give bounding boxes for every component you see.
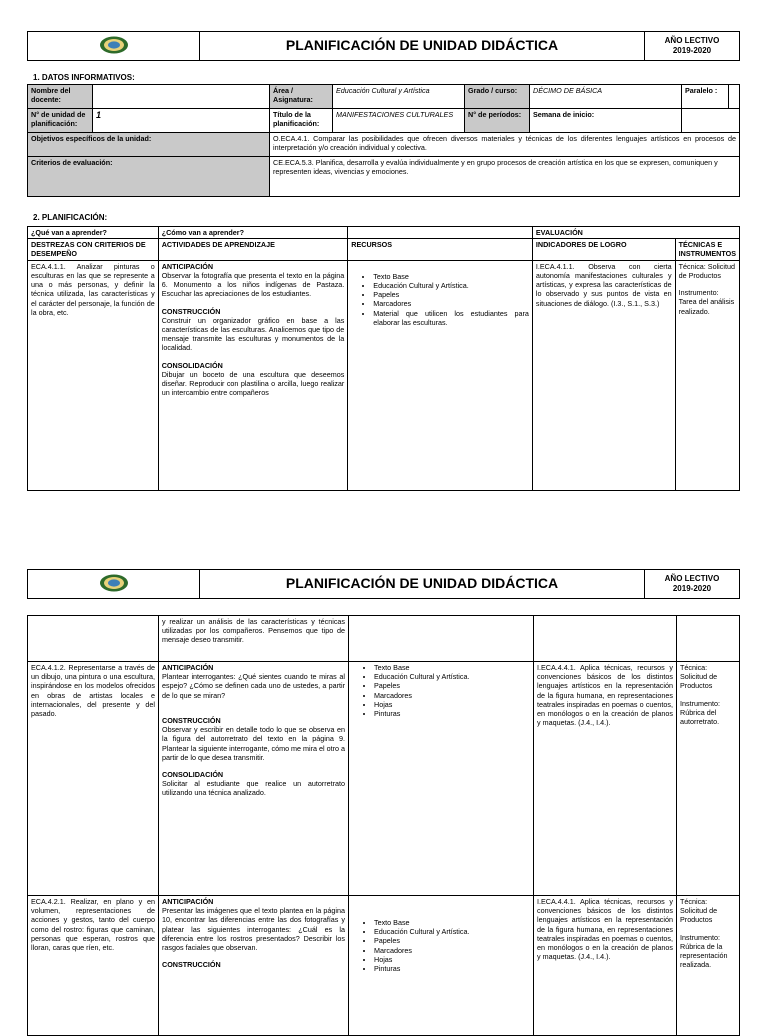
title-label: Título de la planificación: bbox=[270, 109, 333, 133]
grade-value: DÉCIMO DE BÁSICA bbox=[530, 85, 682, 109]
list-item: • Texto Base bbox=[373, 272, 529, 281]
anticipacion-label: ANTICIPACIÓN bbox=[161, 261, 214, 271]
construccion-label: CONSTRUCCIÓN bbox=[161, 306, 221, 316]
anticipacion-text: Plantear interrogantes: ¿Qué sientes cuando te miras al espejo? ¿Cómo se definen cada uno de ustedes, a partir de lo que se miran? bbox=[162, 672, 345, 700]
unit-label: N° de unidad de planificación: bbox=[28, 109, 93, 133]
activities-cell bbox=[158, 260, 348, 490]
activities-continued: y realizar un análisis de las características y técnicas utilizadas por los compañeros. Pensemos que tipo de mensaje deseo transmitir. bbox=[159, 616, 349, 662]
list-item: • Papeles bbox=[374, 936, 530, 945]
techniques-cell bbox=[675, 260, 739, 490]
techniques-cell bbox=[677, 896, 740, 1036]
col-indicators-header: INDICADORES DE LOGRO bbox=[532, 239, 675, 260]
year-value: 2019-2020 bbox=[672, 584, 712, 593]
criteria-label: Criterios de evaluación: bbox=[28, 157, 270, 197]
list-item: • Texto Base bbox=[374, 663, 530, 672]
anticipacion-label: ANTICIPACIÓN bbox=[162, 663, 214, 672]
resources-cell bbox=[349, 662, 534, 896]
col-eval-header: EVALUACIÓN bbox=[532, 227, 739, 239]
parallel-value bbox=[728, 85, 739, 109]
construccion-text: Construir un organizador gráfico en base a las características de las esculturas. Analicemos que tipo de mensaje transmite las esculturas y monumentos de la localidad. bbox=[161, 315, 345, 353]
grade-label: Grado / curso: bbox=[465, 85, 530, 109]
anticipacion-text: Presentar las imágenes que el texto plantea en la página 10, encontrar las diferencias entre las dos fotografías y platear las siguientes interrogantes: ¿Cuál es la diferencia entre los rostros presentados? Describir los rasgos faciales que observan. bbox=[162, 906, 345, 953]
list-item: • Marcadores bbox=[374, 691, 530, 700]
parallel-label: Paralelo : bbox=[681, 85, 728, 109]
section1-heading: 1. DATOS INFORMATIVOS: bbox=[33, 73, 135, 82]
list-item: • Texto Base bbox=[374, 918, 530, 927]
construccion-label: CONSTRUCCIÓN bbox=[162, 715, 221, 725]
skill-cell: ECA.4.2.1. Realizar, en plano y en volumen, representaciones de acciones y gestos, tanto del cuerpo como del rostro: figuras que caminan, personas que esperan, rostros que lloran, caras que ríen, etc. bbox=[28, 896, 159, 1036]
instrument-text: Instrumento: Rúbrica de la representación realizada. bbox=[680, 932, 728, 970]
anticipacion-label: ANTICIPACIÓN bbox=[162, 897, 214, 906]
teacher-label: Nombre del docente: bbox=[28, 85, 93, 109]
criteria-value: CE.ECA.5.3. Planifica, desarrolla y evalúa individualmente y en grupo procesos de creación artística en los que se expresen, comuniquen y representen ideas, vivencias y emociones. bbox=[270, 157, 740, 197]
periods-label: N° de períodos: bbox=[465, 109, 530, 133]
resources-list bbox=[352, 663, 530, 718]
title-value: MANIFESTACIONES CULTURALES bbox=[333, 109, 465, 133]
list-item: • Hojas bbox=[374, 700, 530, 709]
col-how-header: ¿Cómo van a aprender? bbox=[158, 227, 348, 239]
area-label: Área / Asignatura: bbox=[270, 85, 333, 109]
technique-text: Técnica: Solicitud de Productos bbox=[680, 663, 718, 691]
technique-text: Técnica: Solicitud de Productos bbox=[678, 261, 735, 280]
list-item: • Marcadores bbox=[374, 946, 530, 955]
instrument-text: Instrumento: Tarea del análisis realizado. bbox=[678, 288, 735, 316]
list-item: • Pinturas bbox=[374, 964, 530, 973]
unit-value: 1 bbox=[93, 109, 270, 133]
resources-cell bbox=[348, 260, 533, 490]
teacher-value bbox=[93, 85, 270, 109]
consolidacion-text: Dibujar un boceto de una escultura que deseemos diseñar. Reproducir con plastilina o arcilla, luego realizar un intercambio entre compañeros bbox=[161, 369, 345, 398]
instrument-text: Instrumento: Rúbrica del autorretrato. bbox=[680, 698, 720, 727]
list-item: • Educación Cultural y Artística. bbox=[374, 672, 530, 681]
list-item: • Educación Cultural y Artística. bbox=[373, 281, 529, 290]
activities-cell bbox=[159, 896, 349, 1036]
week-label: Semana de inicio: bbox=[530, 109, 682, 133]
year-label: AÑO LECTIVO bbox=[664, 573, 720, 583]
consolidacion-label: CONSOLIDACIÓN bbox=[162, 769, 224, 779]
section2-heading: 2. PLANIFICACIÓN: bbox=[33, 213, 108, 222]
col-techniques-header: TÉCNICAS E INSTRUMENTOS bbox=[675, 239, 739, 260]
construccion-label: CONSTRUCCIÓN bbox=[162, 960, 221, 970]
skill-cell: ECA.4.1.2. Representarse a través de un dibujo, una pintura o una escultura, inspirándose en los modelos ofrecidos en obras de artistas locales e internacionales, del presente y del pasado. bbox=[28, 662, 159, 896]
page2-header bbox=[27, 569, 740, 599]
year-value: 2019-2020 bbox=[672, 46, 712, 55]
objectives-label: Objetivos específicos de la unidad: bbox=[28, 133, 270, 157]
document-title: PLANIFICACIÓN DE UNIDAD DIDÁCTICA bbox=[200, 32, 645, 61]
logo-cell bbox=[28, 32, 200, 61]
technique-text: Técnica: Solicitud de Productos bbox=[680, 897, 718, 925]
week-value bbox=[681, 109, 739, 133]
list-item: • Marcadores bbox=[373, 299, 529, 308]
activities-cell bbox=[159, 662, 349, 896]
objectives-value: O.ECA.4.1. Comparar las posibilidades que ofrecen diversos materiales y técnicas de los diferentes lenguajes artísticos en procesos de interpretación y/o creación individual y colectiva. bbox=[270, 133, 740, 157]
school-year bbox=[645, 32, 740, 61]
techniques-cell bbox=[677, 662, 740, 896]
planning-table-page1 bbox=[27, 226, 740, 491]
indicator-cell: I.ECA.4.1.1. Observa con cierta autonomía manifestaciones culturales y artísticas, y expresa las características de lo observado y sus puntos de vista en situaciones de diálogo. (I.3., S.1., S.3.) bbox=[532, 260, 675, 490]
list-item: • Hojas bbox=[374, 955, 530, 964]
consolidacion-text: Solicitar al estudiante que realice un autorretrato utilizando una técnica analizado. bbox=[162, 779, 345, 798]
list-item: • Educación Cultural y Artística. bbox=[374, 927, 530, 936]
col-activities-header: ACTIVIDADES DE APRENDIZAJE bbox=[158, 239, 348, 260]
list-item: • Papeles bbox=[373, 290, 529, 299]
school-crest-icon bbox=[99, 36, 129, 54]
col-what-header: ¿Qué van a aprender? bbox=[28, 227, 159, 239]
col-resources-header: RECURSOS bbox=[348, 239, 533, 260]
consolidacion-label: CONSOLIDACIÓN bbox=[161, 360, 223, 370]
resources-cell bbox=[349, 896, 534, 1036]
construccion-text: Observar y escribir en detalle todo lo que se observa en la figura del autorretrato del texto en la página 9. Plantear la siguiente interrogante, cómo me mira el otro a partir de lo que desea transmitir. bbox=[162, 725, 345, 762]
indicator-cell: I.ECA.4.4.1. Aplica técnicas, recursos y convenciones básicos de los distintos lenguajes artísticos en la representación de la figura humana, en representaciones teatrales inspiradas en poemas o cuentos, en monólogos o en la creación de planos y maquetas. (J.4., I.4.). bbox=[534, 896, 677, 1036]
anticipacion-text: Observar la fotografía que presenta el texto en la página 6. Monumento a los niños indígenas de Pastaza. Escuchar las apreciaciones de los estudiantes. bbox=[161, 270, 345, 299]
logo-cell bbox=[28, 570, 200, 599]
school-crest-icon bbox=[99, 574, 129, 592]
info-table bbox=[27, 84, 740, 197]
skill-cell: ECA.4.1.1. Analizar pinturas o esculturas en las que se represente a una o más personas, y definir la técnica utilizada, las características y el carácter del personaje, la función de la obra, etc. bbox=[28, 260, 159, 490]
resources-list bbox=[351, 272, 529, 327]
area-value: Educación Cultural y Artística bbox=[333, 85, 465, 109]
planning-table-page2 bbox=[27, 615, 740, 1036]
list-item: • Material que utilicen los estudiantes para elaborar las esculturas. bbox=[373, 309, 529, 327]
page1-header bbox=[27, 31, 740, 61]
list-item: • Pinturas bbox=[374, 709, 530, 718]
list-item: • Papeles bbox=[374, 681, 530, 690]
col-skills-header: DESTREZAS CON CRITERIOS DE DESEMPEÑO bbox=[28, 239, 159, 260]
indicator-cell: I.ECA.4.4.1. Aplica técnicas, recursos y convenciones básicos de los distintos lenguajes artísticos en la representación de la figura humana, en representaciones teatrales inspiradas en poemas o cuentos, en monólogos o en la creación de planos y maquetas. (J.4., I.4.). bbox=[534, 662, 677, 896]
year-label: AÑO LECTIVO bbox=[664, 35, 720, 45]
resources-list bbox=[352, 918, 530, 973]
school-year bbox=[645, 570, 740, 599]
document-title: PLANIFICACIÓN DE UNIDAD DIDÁCTICA bbox=[200, 570, 645, 599]
